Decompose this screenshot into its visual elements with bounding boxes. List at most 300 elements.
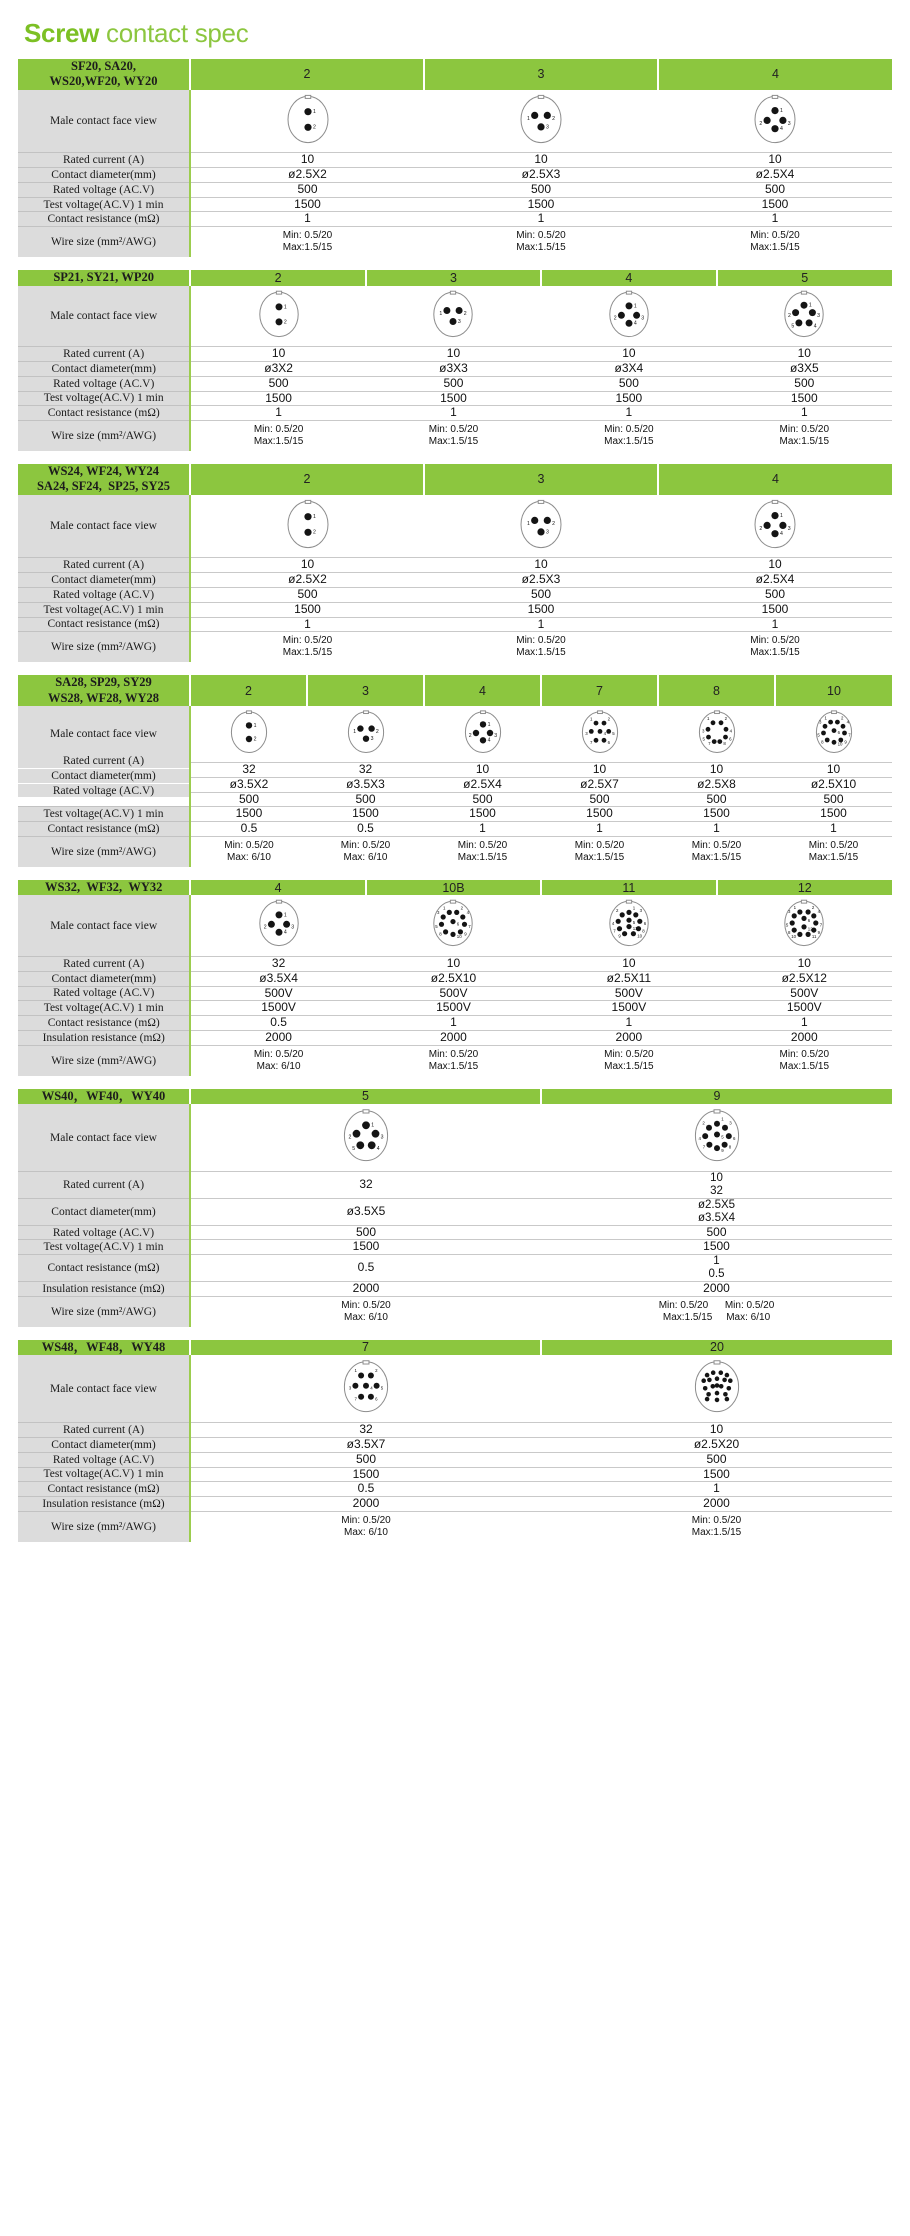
spec-block <box>18 1089 892 1327</box>
cell-current: 10 <box>424 558 658 573</box>
svg-text:3: 3 <box>701 728 704 734</box>
row-label-current: Rated current (A) <box>18 347 190 362</box>
svg-text:7: 7 <box>468 924 472 930</box>
row-label-face-view: Male contact face view <box>18 706 190 763</box>
svg-text:1: 1 <box>352 728 356 735</box>
svg-text:1: 1 <box>706 715 709 721</box>
svg-text:4: 4 <box>780 530 783 537</box>
cell-wire-size: Min: 0.5/20 Max: 6/10 <box>190 837 307 868</box>
connector-face-diagram <box>717 286 892 347</box>
row-label-diameter: Contact diameter(mm) <box>18 573 190 588</box>
cell-test-voltage: 1500 <box>190 391 365 406</box>
cell-resistance: 1 <box>424 617 658 632</box>
svg-text:3: 3 <box>788 909 791 915</box>
svg-text:2: 2 <box>607 716 610 722</box>
face-view-row <box>18 495 892 558</box>
spec-row-resistance <box>18 1016 892 1031</box>
connector-face-diagram <box>541 895 716 956</box>
connector-face-diagram <box>190 90 424 153</box>
cell-resistance: 0.5 <box>190 1482 541 1497</box>
svg-text:1: 1 <box>487 721 490 728</box>
spec-row-wire-size <box>18 227 892 258</box>
cell-wire-size: Min: 0.5/20 Max: 6/10 <box>190 1511 541 1542</box>
cell-voltage: 500 <box>541 1452 892 1467</box>
svg-text:1: 1 <box>780 107 783 114</box>
connector-face-diagram <box>658 90 892 153</box>
svg-text:3: 3 <box>493 733 497 740</box>
cell-current: 10 <box>541 347 716 362</box>
cell-wire-size: Min: 0.5/20 Max:1.5/15 <box>775 837 892 868</box>
page-title-strong: Screw <box>24 18 100 48</box>
column-header-pin-count: 5 <box>717 270 892 285</box>
cell-diameter: ø2.5X8 <box>658 777 775 792</box>
spec-row-diameter <box>18 361 892 376</box>
connector-face-icon <box>605 288 653 341</box>
cell-test-voltage: 1500 <box>190 1467 541 1482</box>
cell-diameter: ø2.5X11 <box>541 971 716 986</box>
spec-row-wire-size <box>18 1296 892 1327</box>
svg-text:12: 12 <box>808 926 813 932</box>
svg-text:7: 7 <box>589 739 592 745</box>
cell-diameter: ø2.5X4 <box>424 777 541 792</box>
cell-test-voltage: 1500V <box>541 1001 716 1016</box>
row-label-face-view: Male contact face view <box>18 895 190 956</box>
cell-diameter: ø2.5X10 <box>366 971 541 986</box>
svg-text:6: 6 <box>607 739 610 745</box>
svg-text:8: 8 <box>722 740 726 746</box>
cell-voltage: 500 <box>424 182 658 197</box>
svg-text:9: 9 <box>843 739 847 745</box>
cell-resistance: 1 <box>775 822 892 837</box>
cell-voltage: 500V <box>541 986 716 1001</box>
connector-face-icon <box>516 497 566 552</box>
column-header-pin-count: 3 <box>424 464 658 495</box>
cell-resistance: 1 <box>366 406 541 421</box>
row-label-face-view: Male contact face view <box>18 495 190 558</box>
row-label-current: Rated current (A) <box>18 754 190 769</box>
cell-resistance: 1 <box>424 822 541 837</box>
cell-resistance: 1 <box>541 1482 892 1497</box>
connector-face-diagram <box>190 706 307 763</box>
spec-row-test-voltage <box>18 391 892 406</box>
column-header-pin-count: 4 <box>541 270 716 285</box>
cell-resistance: 0.5 <box>190 822 307 837</box>
cell-diameter: ø2.5X20 <box>541 1438 892 1453</box>
spec-row-current <box>18 1172 892 1199</box>
spec-row-resistance <box>18 1255 892 1282</box>
svg-text:5: 5 <box>632 920 636 926</box>
connector-face-icon <box>461 708 505 756</box>
cell-current: 10 32 <box>541 1172 892 1199</box>
column-header-pin-count: 7 <box>190 1340 541 1355</box>
cell-voltage: 500V <box>366 986 541 1001</box>
column-header-pin-count: 7 <box>541 675 658 706</box>
cell-voltage: 500 <box>190 588 424 603</box>
svg-text:2: 2 <box>788 312 792 319</box>
row-label-current: Rated current (A) <box>18 558 190 573</box>
connector-face-icon <box>344 708 388 756</box>
svg-text:4: 4 <box>780 125 783 132</box>
svg-text:2: 2 <box>461 905 464 911</box>
row-label-test-voltage: Test voltage(AC.V) 1 min <box>18 807 190 822</box>
connector-face-diagram <box>190 895 365 956</box>
spec-blocks <box>18 59 892 1542</box>
svg-text:3: 3 <box>380 1134 384 1141</box>
connector-face-icon <box>429 897 477 950</box>
svg-text:10: 10 <box>457 934 463 940</box>
connector-face-icon <box>516 92 566 147</box>
spec-row-current <box>18 347 892 362</box>
svg-text:2: 2 <box>724 715 727 721</box>
svg-text:3: 3 <box>348 1385 352 1391</box>
spec-row-current <box>18 558 892 573</box>
connector-face-diagram <box>541 1104 892 1172</box>
svg-text:1: 1 <box>527 115 530 122</box>
svg-text:2: 2 <box>613 315 617 322</box>
cell-diameter: ø3.5X2 <box>190 777 307 792</box>
cell-resistance: 1 <box>717 406 892 421</box>
svg-text:9: 9 <box>817 930 821 936</box>
row-label-face-view: Male contact face view <box>18 1355 190 1423</box>
svg-text:3: 3 <box>818 719 821 725</box>
row-label-voltage: Rated voltage (AC.V) <box>18 588 190 603</box>
svg-text:5: 5 <box>720 1134 724 1140</box>
row-label-current: Rated current (A) <box>18 1172 190 1199</box>
connector-face-diagram <box>190 495 424 558</box>
cell-diameter: ø3.5X4 <box>190 971 365 986</box>
connector-face-icon <box>255 288 303 341</box>
cell-wire-size: Min: 0.5/20 Max: 6/10 <box>190 1296 541 1327</box>
cell-voltage: 500 <box>541 792 658 807</box>
cell-insulation: 2000 <box>366 1030 541 1045</box>
svg-text:2: 2 <box>701 1120 705 1126</box>
cell-voltage: 500 <box>190 182 424 197</box>
cell-resistance: 1 <box>424 212 658 227</box>
svg-text:3: 3 <box>546 123 549 130</box>
cell-current: 10 <box>541 1423 892 1438</box>
cell-voltage: 500 <box>424 588 658 603</box>
svg-text:9: 9 <box>618 933 621 939</box>
svg-text:1: 1 <box>824 715 827 721</box>
cell-test-voltage: 1500V <box>366 1001 541 1016</box>
cell-current: 10 <box>190 347 365 362</box>
row-label-resistance: Contact resistance (mΩ) <box>18 406 190 421</box>
cell-current: 10 <box>717 956 892 971</box>
cell-test-voltage: 1500 <box>424 602 658 617</box>
cell-insulation: 2000 <box>190 1030 365 1045</box>
spec-row-voltage <box>18 792 892 807</box>
cell-voltage: 500 <box>541 1225 892 1240</box>
connector-face-diagram <box>190 1104 541 1172</box>
row-label-diameter: Contact diameter(mm) <box>18 168 190 183</box>
cell-diameter: ø3.5X5 <box>190 1198 541 1225</box>
connector-face-icon <box>339 1106 393 1165</box>
svg-text:10: 10 <box>637 933 642 939</box>
svg-text:5: 5 <box>611 730 615 736</box>
cell-test-voltage: 1500 <box>366 391 541 406</box>
spec-row-insulation <box>18 1497 892 1512</box>
spec-row-resistance <box>18 212 892 227</box>
svg-text:6: 6 <box>732 1136 735 1142</box>
row-label-face-view: Male contact face view <box>18 90 190 153</box>
spec-row-voltage <box>18 182 892 197</box>
cell-test-voltage: 1500 <box>658 197 892 212</box>
block-header-row <box>18 464 892 495</box>
cell-current: 10 <box>717 347 892 362</box>
cell-wire-size: Min: 0.5/20 Max:1.5/15 <box>366 421 541 452</box>
cell-test-voltage: 1500 <box>424 197 658 212</box>
spec-block <box>18 880 892 1076</box>
cell-test-voltage: 1500 <box>190 197 424 212</box>
connector-face-icon <box>429 288 477 341</box>
row-label-wire-size: Wire size (mm²/AWG) <box>18 837 190 868</box>
connector-face-icon <box>750 497 800 552</box>
svg-text:2: 2 <box>253 736 257 743</box>
svg-text:3: 3 <box>639 908 642 914</box>
cell-current: 10 <box>424 763 541 778</box>
face-view-row <box>18 90 892 153</box>
cell-voltage: 500 <box>541 376 716 391</box>
svg-text:7: 7 <box>707 740 711 746</box>
column-header-pin-count: 2 <box>190 59 424 90</box>
connector-face-icon <box>255 897 303 950</box>
svg-text:2: 2 <box>759 525 763 532</box>
cell-wire-size: Min: 0.5/20 Max:1.5/15 <box>658 632 892 663</box>
connector-face-diagram <box>190 286 365 347</box>
row-label-test-voltage: Test voltage(AC.V) 1 min <box>18 1001 190 1016</box>
cell-wire-size: Min: 0.5/20 Min: 0.5/20 Max:1.5/15 Max: 6/10 <box>541 1296 892 1327</box>
spec-row-insulation <box>18 1281 892 1296</box>
cell-current: 10 <box>541 763 658 778</box>
svg-text:1: 1 <box>809 302 813 309</box>
svg-text:1: 1 <box>793 905 797 911</box>
connector-face-icon <box>780 897 828 950</box>
cell-current: 10 <box>190 153 424 168</box>
cell-insulation: 2000 <box>190 1497 541 1512</box>
block-header-row <box>18 675 892 706</box>
face-view-row <box>18 286 892 347</box>
cell-wire-size: Min: 0.5/20 Max:1.5/15 <box>541 421 716 452</box>
svg-text:1: 1 <box>633 302 637 309</box>
connector-face-icon <box>339 1357 393 1416</box>
svg-text:3: 3 <box>787 120 791 127</box>
block-series-label: SP21, SY21, WP20 <box>18 270 190 285</box>
spec-row-insulation <box>18 1030 892 1045</box>
svg-text:4: 4 <box>813 322 817 329</box>
column-header-pin-count: 20 <box>541 1340 892 1355</box>
cell-current: 10 <box>658 558 892 573</box>
cell-voltage: 500 <box>190 1452 541 1467</box>
column-header-pin-count: 10B <box>366 880 541 895</box>
cell-resistance: 1 <box>190 617 424 632</box>
connector-face-icon <box>283 92 333 147</box>
connector-face-diagram <box>717 895 892 956</box>
row-label-wire-size: Wire size (mm²/AWG) <box>18 1045 190 1076</box>
svg-text:6: 6 <box>643 921 646 927</box>
connector-face-diagram <box>541 1355 892 1423</box>
row-label-diameter: Contact diameter(mm) <box>18 361 190 376</box>
svg-text:3: 3 <box>584 730 588 736</box>
svg-text:2: 2 <box>312 124 316 131</box>
cell-voltage: 500 <box>190 376 365 391</box>
column-header-pin-count: 4 <box>658 59 892 90</box>
cell-test-voltage: 1500 <box>307 807 424 822</box>
spec-row-test-voltage <box>18 602 892 617</box>
svg-text:8: 8 <box>728 1144 731 1150</box>
cell-voltage: 500 <box>775 792 892 807</box>
spec-row-wire-size <box>18 1045 892 1076</box>
row-label-wire-size: Wire size (mm²/AWG) <box>18 632 190 663</box>
connector-face-icon <box>690 1357 744 1416</box>
svg-text:1: 1 <box>443 905 446 911</box>
block-series-label: SA28, SP29, SY29 WS28, WF28, WY28 <box>18 675 190 706</box>
svg-text:6: 6 <box>457 921 460 927</box>
row-label-wire-size: Wire size (mm²/AWG) <box>18 1511 190 1542</box>
svg-text:2: 2 <box>552 520 555 527</box>
cell-insulation: 2000 <box>541 1281 892 1296</box>
face-view-row <box>18 895 892 956</box>
svg-text:2: 2 <box>615 908 619 914</box>
svg-text:5: 5 <box>791 322 795 329</box>
cell-test-voltage: 1500 <box>541 1240 892 1255</box>
svg-text:4: 4 <box>729 728 732 734</box>
connector-face-icon <box>605 897 653 950</box>
svg-text:7: 7 <box>847 732 851 738</box>
cell-voltage: 500 <box>190 1225 541 1240</box>
spec-block <box>18 59 892 257</box>
row-label-diameter: Contact diameter(mm) <box>18 768 190 783</box>
cell-resistance: 1 0.5 <box>541 1255 892 1282</box>
spec-row-voltage <box>18 376 892 391</box>
cell-wire-size: Min: 0.5/20 Max: 6/10 <box>190 1045 365 1076</box>
cell-wire-size: Min: 0.5/20 Max:1.5/15 <box>717 1045 892 1076</box>
column-header-pin-count: 5 <box>190 1089 541 1104</box>
spec-row-resistance <box>18 406 892 421</box>
svg-text:7: 7 <box>354 1396 357 1402</box>
block-series-label: WS24, WF24, WY24 SA24, SF24, SP25, SY25 <box>18 464 190 495</box>
cell-current: 10 <box>366 347 541 362</box>
column-header-pin-count: 3 <box>424 59 658 90</box>
row-label-test-voltage: Test voltage(AC.V) 1 min <box>18 1467 190 1482</box>
row-label-diameter: Contact diameter(mm) <box>18 1198 190 1225</box>
cell-voltage: 500 <box>190 792 307 807</box>
spec-row-current <box>18 1423 892 1438</box>
cell-resistance: 0.5 <box>190 1255 541 1282</box>
row-label-insulation: Insulation resistance (mΩ) <box>18 1030 190 1045</box>
spec-row-voltage <box>18 986 892 1001</box>
spec-row-resistance <box>18 1482 892 1497</box>
cell-test-voltage: 1500 <box>775 807 892 822</box>
spec-block <box>18 1340 892 1542</box>
cell-wire-size: Min: 0.5/20 Max:1.5/15 <box>541 1511 892 1542</box>
cell-resistance: 1 <box>658 617 892 632</box>
connector-face-diagram <box>541 286 716 347</box>
row-label-current: Rated current (A) <box>18 956 190 971</box>
spec-block <box>18 675 892 867</box>
column-header-pin-count: 2 <box>190 270 365 285</box>
connector-face-diagram <box>424 495 658 558</box>
svg-text:9: 9 <box>464 931 468 937</box>
connector-face-diagram <box>190 1355 541 1423</box>
block-series-label: WS48，WF48，WY48 <box>18 1340 190 1355</box>
cell-insulation: 2000 <box>541 1497 892 1512</box>
row-label-current: Rated current (A) <box>18 153 190 168</box>
svg-text:8: 8 <box>820 739 824 745</box>
cell-wire-size: Min: 0.5/20 Max:1.5/15 <box>541 1045 716 1076</box>
svg-text:3: 3 <box>787 525 791 532</box>
svg-text:9: 9 <box>720 1147 724 1153</box>
cell-current: 32 <box>307 763 424 778</box>
cell-diameter: ø2.5X4 <box>658 168 892 183</box>
cell-wire-size: Min: 0.5/20 Max:1.5/15 <box>366 1045 541 1076</box>
cell-insulation: 2000 <box>190 1281 541 1296</box>
cell-wire-size: Min: 0.5/20 Max:1.5/15 <box>424 837 541 868</box>
row-label-test-voltage: Test voltage(AC.V) 1 min <box>18 391 190 406</box>
cell-wire-size: Min: 0.5/20 Max:1.5/15 <box>424 227 658 258</box>
cell-resistance: 1 <box>541 1016 716 1031</box>
column-header-pin-count: 4 <box>658 464 892 495</box>
page-title-light: contact spec <box>106 18 249 48</box>
svg-text:2: 2 <box>375 728 379 735</box>
cell-resistance: 1 <box>658 822 775 837</box>
svg-text:1: 1 <box>632 905 636 911</box>
svg-text:2: 2 <box>464 310 468 317</box>
spec-row-test-voltage <box>18 1240 892 1255</box>
spec-row-current <box>18 153 892 168</box>
connector-face-diagram <box>541 706 658 763</box>
cell-wire-size: Min: 0.5/20 Max:1.5/15 <box>658 227 892 258</box>
connector-face-diagram <box>424 706 541 763</box>
cell-resistance: 0.5 <box>190 1016 365 1031</box>
svg-text:1: 1 <box>253 722 257 729</box>
cell-voltage: 500V <box>190 986 365 1001</box>
cell-test-voltage: 1500 <box>541 1467 892 1482</box>
svg-text:6: 6 <box>837 729 840 735</box>
connector-face-icon <box>695 708 739 756</box>
svg-text:3: 3 <box>728 1120 732 1126</box>
cell-voltage: 500 <box>366 376 541 391</box>
cell-test-voltage: 1500 <box>424 807 541 822</box>
cell-diameter: ø3X3 <box>366 361 541 376</box>
block-header-row <box>18 270 892 285</box>
face-view-row <box>18 1355 892 1423</box>
svg-text:10: 10 <box>837 741 842 747</box>
cell-resistance: 1 <box>366 1016 541 1031</box>
cell-diameter: ø2.5X7 <box>541 777 658 792</box>
row-label-resistance: Contact resistance (mΩ) <box>18 822 190 837</box>
svg-text:11: 11 <box>812 934 817 940</box>
row-label-insulation: Insulation resistance (mΩ) <box>18 1281 190 1296</box>
spec-row-diameter <box>18 1438 892 1453</box>
svg-text:4: 4 <box>846 719 849 725</box>
block-series-label: WS32, WF32, WY32 <box>18 880 190 895</box>
svg-text:4: 4 <box>633 320 637 327</box>
page-title <box>18 0 892 59</box>
row-label-test-voltage: Test voltage(AC.V) 1 min <box>18 1240 190 1255</box>
svg-text:2: 2 <box>840 715 843 721</box>
spec-row-wire-size <box>18 1511 892 1542</box>
cell-insulation: 2000 <box>717 1030 892 1045</box>
column-header-pin-count: 12 <box>717 880 892 895</box>
svg-text:2: 2 <box>552 115 555 122</box>
svg-text:5: 5 <box>380 1385 384 1391</box>
cell-wire-size: Min: 0.5/20 Max:1.5/15 <box>541 837 658 868</box>
svg-text:2: 2 <box>375 1368 378 1374</box>
svg-text:1: 1 <box>780 512 783 519</box>
cell-diameter: ø3X4 <box>541 361 716 376</box>
connector-face-icon <box>283 497 333 552</box>
spec-row-current <box>18 956 892 971</box>
